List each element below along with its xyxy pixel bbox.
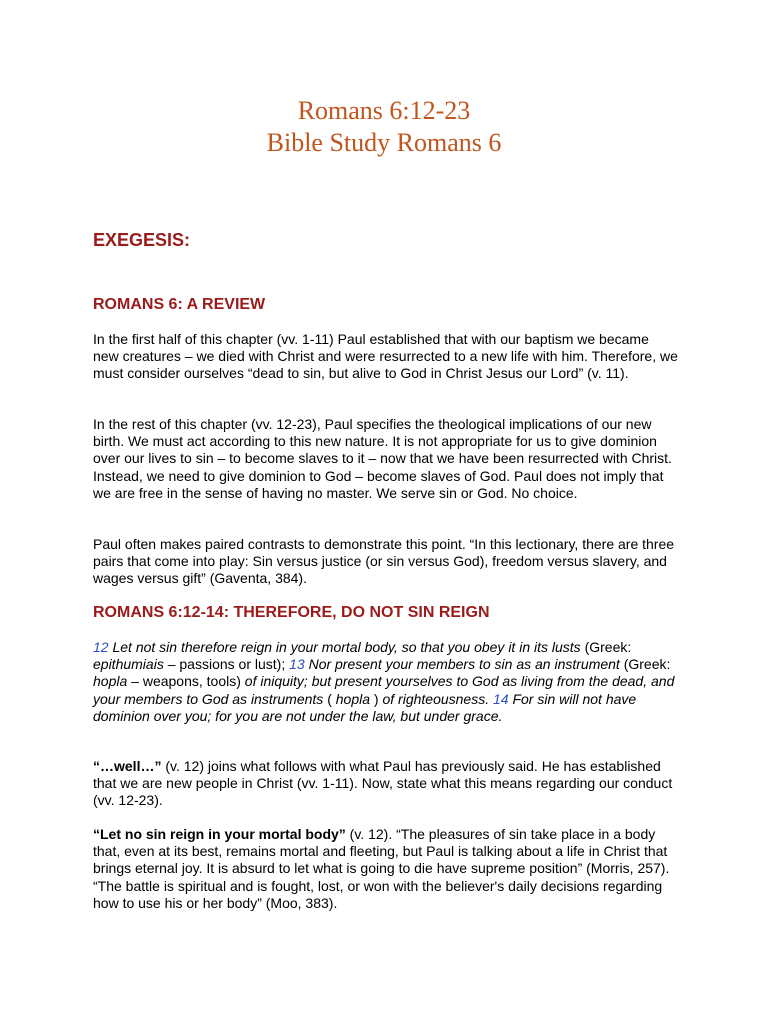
section-heading-therefore-title: THEREFORE, DO NOT SIN REIGN bbox=[229, 604, 490, 621]
greek-note-3-open: ( bbox=[323, 690, 336, 707]
section-heading-therefore-ref: ROMANS 6:12-14: bbox=[93, 604, 230, 621]
commentary-well-term: “…well…” bbox=[93, 758, 162, 774]
section-heading-review-title: A REVIEW bbox=[182, 296, 266, 313]
review-paragraph-2: In the rest of this chapter (vv. 12-23), Paul specifies the theological implications of our new birth. We must act according to this new nature. It is not appropriate for us to give dominion over our lives to sin – to become slaves to it – now that we have been resurrected with Christ. Instead, we need to give dominion to God – become slaves of God. Paul does not imply that we are free in the sense of having no master. We serve sin or God. No choice. bbox=[93, 416, 672, 501]
section-heading-therefore bbox=[93, 604, 490, 622]
commentary-reign-text: (v. 12). “The pleasures of sin take place in a body that, even at its best, remains mortal and fleeting, but Paul is talking about a life in Christ that brings eternal joy. It is absurd to let what is going to die have supreme position” (Morris, 257). “The battle is spiritual and is fought, lost, or won with the believer's daily decisions regarding how to use his or her body” (Moo, 383). bbox=[93, 826, 670, 911]
section-heading-review bbox=[93, 296, 265, 314]
verse-13-text-a: Nor present your members to sin as an instrument bbox=[304, 656, 620, 673]
commentary-well-paragraph bbox=[93, 758, 678, 810]
greek-note-2-close: – weapons, tools) bbox=[127, 673, 241, 690]
review-paragraph-1: In the first half of this chapter (vv. 1-11) Paul established that with our baptism we became new creatures – we died with Christ and were resurrected to a new life with him. Therefore, we must consider ourselves “dead to sin, but alive to God in Christ Jesus our Lord” (v. 11). bbox=[93, 331, 678, 382]
greek-note-2-open: (Greek: bbox=[619, 656, 671, 673]
section-heading-review-ref: ROMANS 6: bbox=[93, 296, 183, 313]
verse-passage bbox=[93, 639, 678, 725]
verse-12-text: Let not sin therefore reign in your mortal body, so that you obey it in its lusts bbox=[108, 639, 581, 655]
title-line-2: Bible Study Romans 6 bbox=[266, 128, 502, 157]
verse-13-text-b: of iniquity; but present yourselves to God as living from the dead, and your members to God as instruments bbox=[93, 673, 675, 707]
greek-note-1-open: (Greek: bbox=[580, 639, 632, 655]
commentary-reign-term: “Let no sin reign in your mortal body” bbox=[93, 826, 346, 842]
exegesis-heading: EXEGESIS: bbox=[93, 230, 191, 250]
greek-note-1-close: – passions or lust); bbox=[163, 656, 290, 673]
greek-note-3-close: ) bbox=[370, 690, 383, 707]
verse-number-14: 14 bbox=[489, 690, 509, 707]
greek-word-epithumiais: epithumiais bbox=[93, 656, 164, 673]
verse-number-12: 12 bbox=[93, 639, 109, 655]
verse-14-text: For sin will not have dominion over you; for you are not under the law, but under grace. bbox=[93, 690, 637, 724]
greek-word-hopla: hopla bbox=[93, 673, 128, 690]
commentary-well-text: (v. 12) joins what follows with what Paul has previously said. He has established that we are new people in Christ (vv. 1-11). Now, state what this means regarding our conduct (vv. 12-23). bbox=[93, 758, 673, 809]
verse-13-text-c: of righteousness. bbox=[382, 690, 490, 707]
greek-word-hopla-2: hopla bbox=[335, 690, 371, 707]
commentary-reign-paragraph bbox=[93, 826, 678, 912]
title-line-1: Romans 6:12-23 bbox=[297, 96, 471, 125]
document-title bbox=[0, 95, 768, 159]
review-paragraph-3: Paul often makes paired contrasts to demonstrate this point. “In this lectionary, there are three pairs that come into play: Sin versus justice (or sin versus God), freedom versus slavery, and wages versus gift” (Gaventa, 384). bbox=[93, 536, 675, 587]
verse-number-13: 13 bbox=[289, 656, 305, 673]
